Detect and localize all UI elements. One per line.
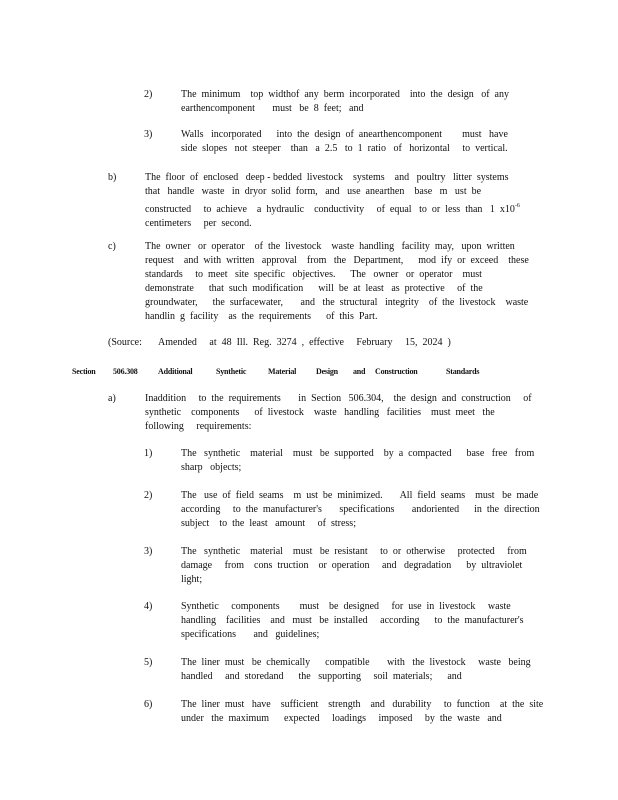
text-line: subject to the least amount of stress; — [181, 518, 356, 529]
exponent: -6 — [514, 203, 520, 209]
item-label: 3) — [144, 546, 153, 557]
text-line: light; — [181, 574, 203, 585]
section-title-word: Material — [268, 367, 297, 376]
section-title-word: and — [353, 367, 366, 376]
list-item-4 — [181, 600, 524, 642]
text-line: sharp objects; — [181, 462, 242, 473]
text-line: request and with written approval from the Department, mod ify or exceed these — [145, 255, 529, 266]
subsection-label-a: a) — [108, 393, 116, 404]
text-line: The floor of enclosed deep - bedded livestock systems and poultry litter systems — [145, 172, 509, 183]
text-line: The liner must be chemically compatible with the livestock waste being — [181, 657, 531, 668]
item-label: 2) — [144, 89, 153, 100]
text-line-content: constructed to achieve a hydraulic conductivity of equal to or less than 1 x10 — [145, 204, 515, 215]
section-word: Section — [72, 367, 96, 376]
paragraph-c — [145, 240, 529, 324]
text-line: standards to meet site specific objectives. The owner or operator must — [145, 269, 482, 280]
list-item-6 — [181, 698, 543, 726]
section-title-word: Standards — [446, 367, 480, 376]
item-label: 2) — [144, 490, 153, 501]
text-line — [145, 199, 520, 217]
subsection-label-c: c) — [108, 241, 116, 252]
text-line: groundwater, the surfacewater, and the structural integrity of the livestock waste — [145, 297, 529, 308]
section-title-word: Construction — [375, 367, 418, 376]
text-line: handling facilities and must be installed according to the manufacturer's — [181, 615, 524, 626]
text-line: The minimum top widthof any berm incorporated into the design of any — [181, 89, 509, 100]
text-line: Synthetic components must be designed for use in livestock waste — [181, 601, 511, 612]
item-label: 3) — [144, 129, 153, 140]
list-item-2 — [181, 489, 540, 531]
list-item-3 — [181, 545, 527, 587]
text-line: Walls incorporated into the design of anearthencomponent must have — [181, 129, 508, 140]
text-line: The owner or operator of the livestock waste handling facility may, upon written — [145, 241, 515, 252]
item-label: 5) — [144, 657, 153, 668]
source-label: (Source: — [108, 337, 142, 348]
text-line: The synthetic material must be supported by a compacted base free from — [181, 448, 535, 459]
source-text: Amended at 48 Ill. Reg. 3274 , effective February 15, 2024 ) — [158, 337, 451, 348]
section-title-word: Synthetic — [216, 367, 247, 376]
section-title-word: Additional — [158, 367, 193, 376]
list-item-5 — [181, 656, 531, 684]
text-line: The synthetic material must be resistant to or otherwise protected from — [181, 546, 527, 557]
item-label: 1) — [144, 448, 153, 459]
text-line: centimeters per second. — [145, 218, 252, 229]
text-line: specifications and guidelines; — [181, 629, 320, 640]
section-number: 506.308 — [113, 367, 138, 376]
text-line: earthencomponent must be 8 feet; and — [181, 103, 364, 114]
text-line: according to the manufacturer's specifications andoriented in the direction — [181, 504, 540, 515]
section-heading — [0, 365, 618, 379]
text-line: The liner must have sufficient strength and durability to function at the site — [181, 699, 544, 710]
text-line: demonstrate that such modification will be at least as protective of the — [145, 283, 483, 294]
section-title-word: Design — [316, 367, 338, 376]
text-line: under the maximum expected loadings imposed by the waste and — [181, 713, 502, 724]
text-line: following requirements: — [145, 421, 252, 432]
item-label: 6) — [144, 699, 153, 710]
text-line: side slopes not steeper than a 2.5 to 1 ratio of horizontal to vertical. — [181, 143, 508, 154]
text-line: handlin g facility as the requirements of this Part. — [145, 311, 378, 322]
paragraph-a — [145, 392, 532, 434]
text-line: damage from cons truction or operation and degradation by ultraviolet — [181, 560, 523, 571]
text-line: synthetic components of livestock waste handling facilities must meet the — [145, 407, 495, 418]
subsection-label-b: b) — [108, 172, 117, 183]
list-item-1 — [181, 447, 534, 475]
paragraph-b — [145, 171, 520, 231]
text-line: that handle waste in dryor solid form, and use anearthen base m ust be — [145, 186, 482, 197]
text-line: The use of field seams m ust be minimized. All field seams must be made — [181, 490, 539, 501]
paragraph-item-2-top — [181, 88, 509, 116]
text-line: Inaddition to the requirements in Section 506.304, the design and construction of — [145, 393, 532, 404]
item-label: 4) — [144, 601, 153, 612]
text-line: handled and storedand the supporting soil materials; and — [181, 671, 462, 682]
paragraph-item-3-top — [181, 128, 508, 156]
